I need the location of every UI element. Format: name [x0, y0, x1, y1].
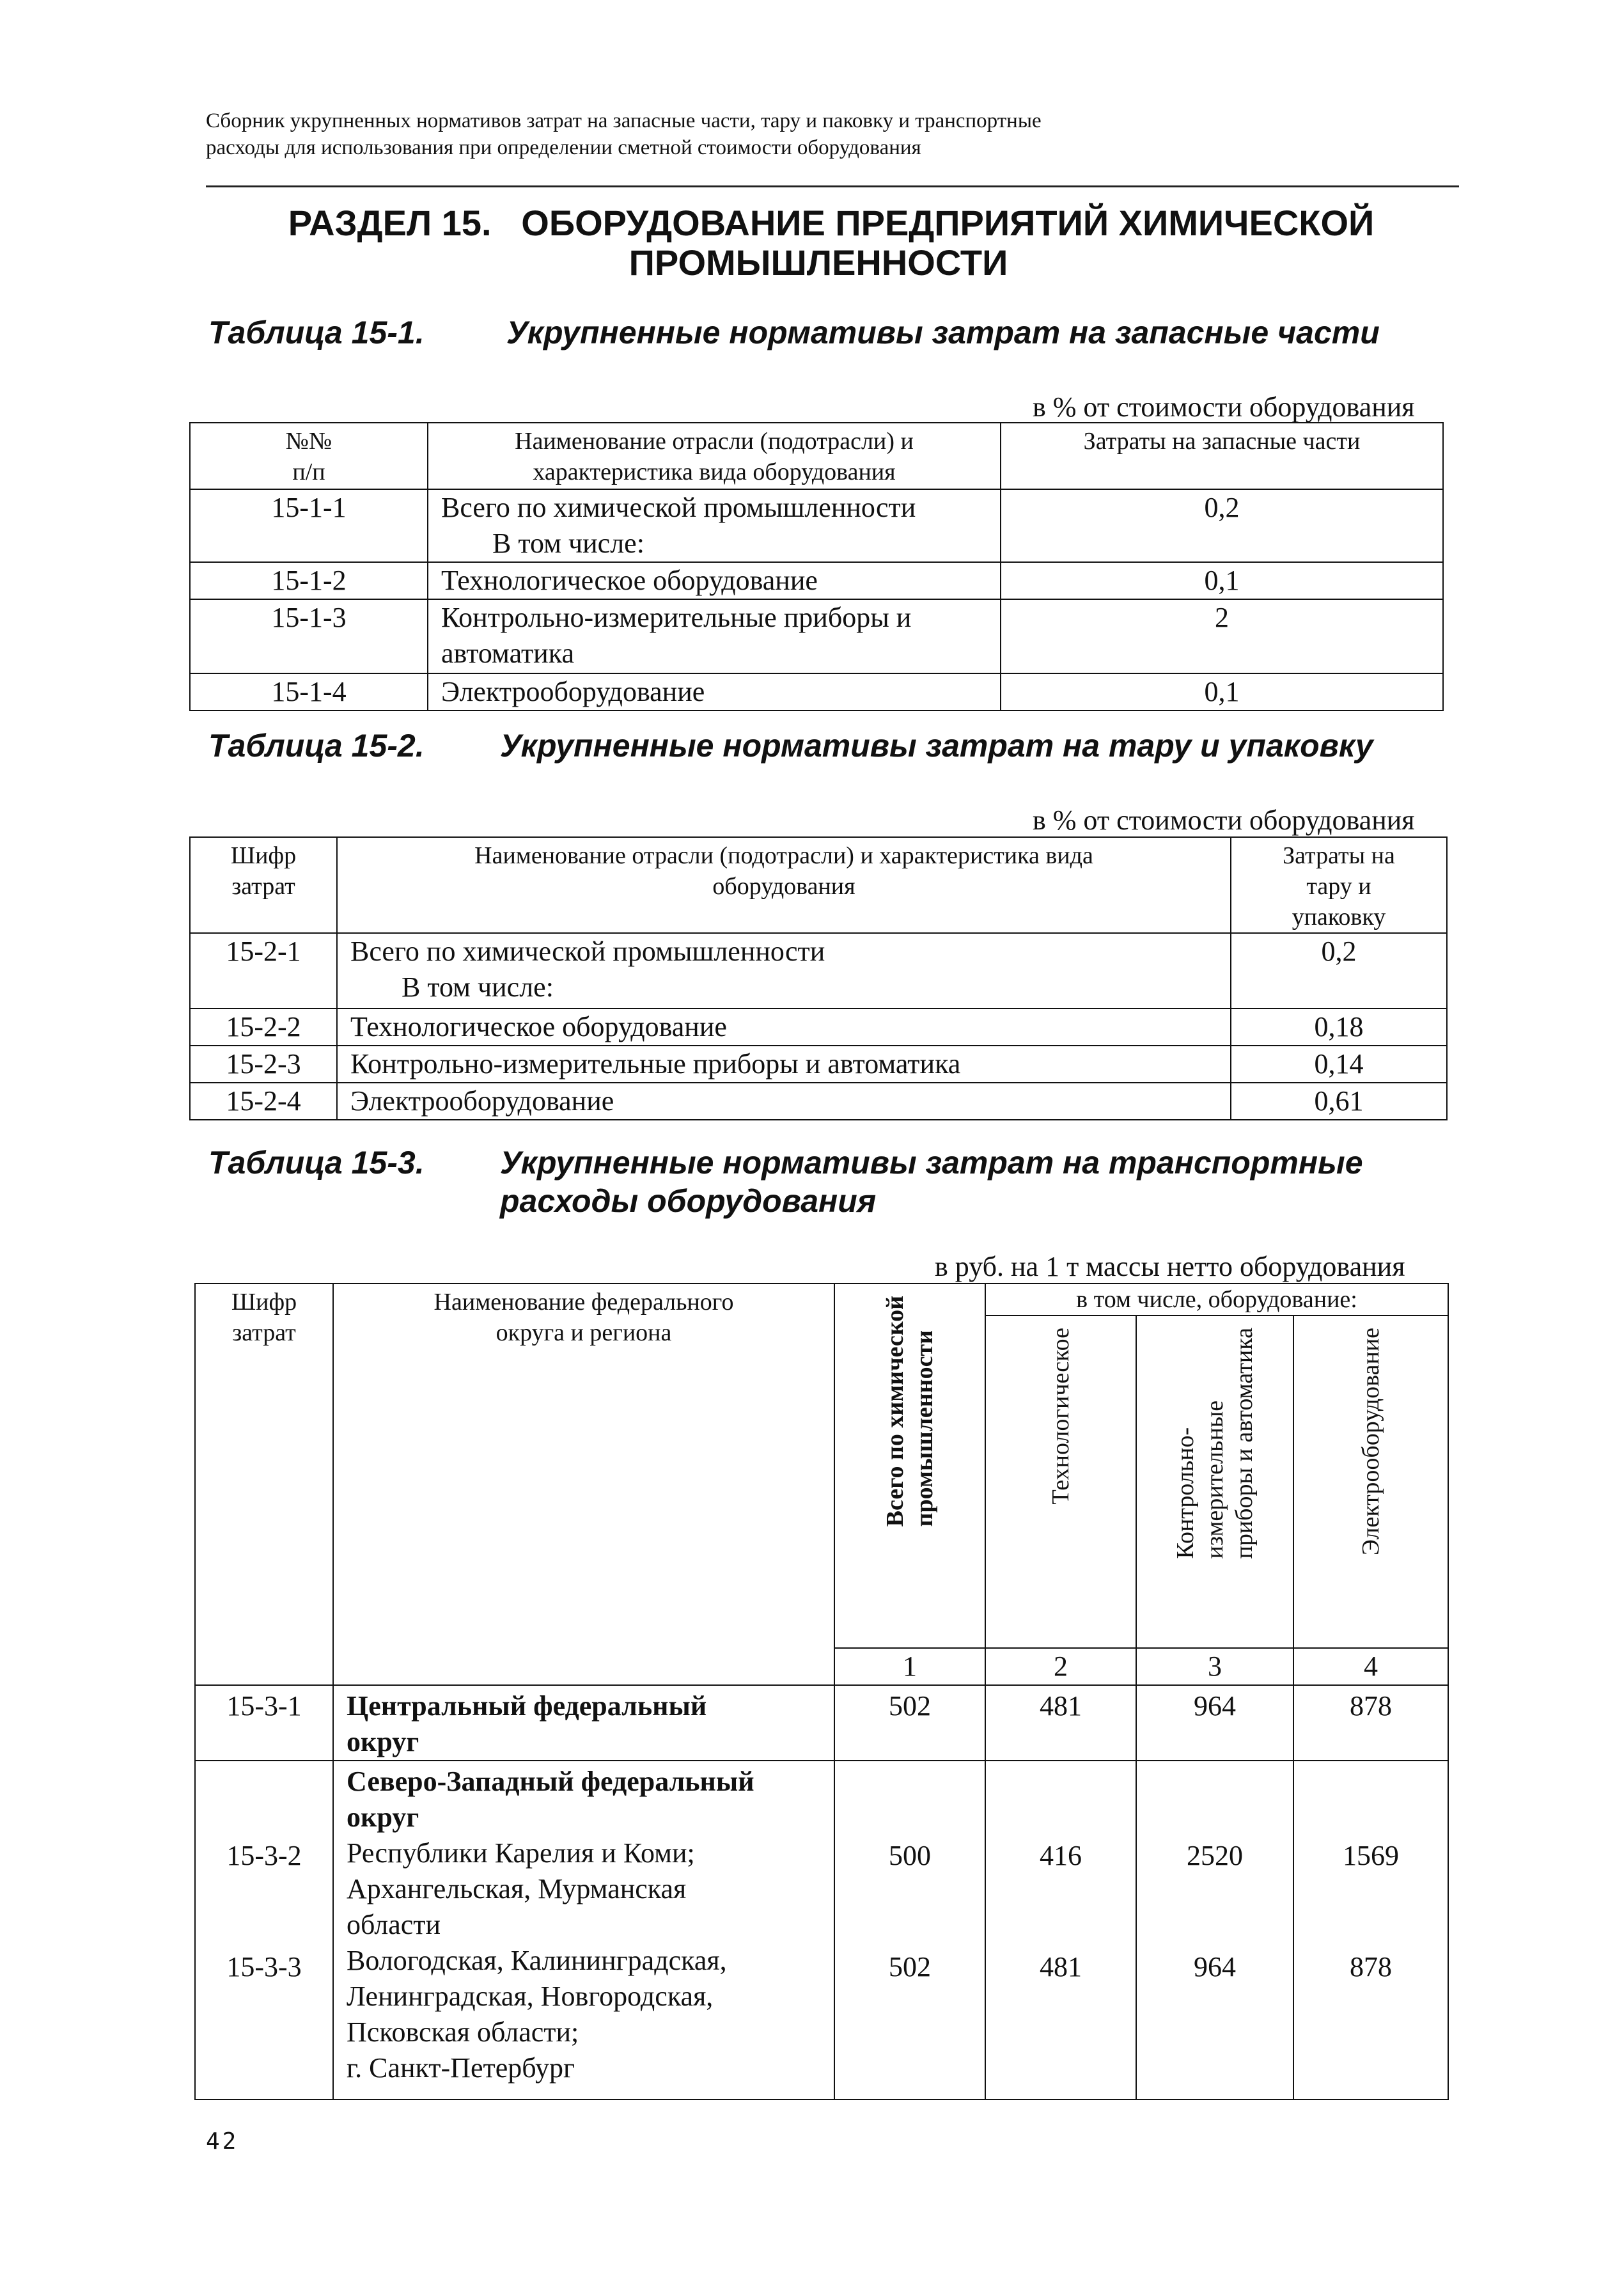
table3-header-name	[333, 1284, 834, 1685]
row-value: 2520	[1187, 1840, 1243, 1871]
row-value: 0,14	[1231, 1046, 1447, 1083]
row-code: 15-2-1	[190, 933, 337, 1009]
table3-header-code-1: Шифр	[231, 1289, 297, 1315]
row-value: 2	[1001, 599, 1443, 673]
table-row	[190, 1083, 1447, 1120]
row-name	[428, 489, 1001, 562]
table-row	[190, 1046, 1447, 1083]
table1-header-num-1: №№	[285, 428, 332, 455]
table2-header-name	[337, 837, 1231, 933]
row-code: 15-3-2	[226, 1840, 302, 1871]
table1-label: Таблица 15-1.	[208, 315, 425, 350]
table3-header-col4-text: Электрооборудование	[1357, 1328, 1384, 1556]
col-number-4: 4	[1293, 1648, 1448, 1685]
col-number-2: 2	[985, 1648, 1136, 1685]
table-row	[195, 1685, 1448, 1761]
row-code: 15-2-4	[190, 1083, 337, 1120]
table2-header-cost-3: упаковку	[1292, 904, 1386, 930]
section-title-line-2: ПРОМЫШЛЕННОСТИ	[629, 242, 1008, 283]
row-name-line-1: Центральный федеральный	[347, 1690, 707, 1722]
row-value-2: 481	[985, 1685, 1136, 1761]
row-code: 15-2-3	[190, 1046, 337, 1083]
header-line-2: расходы для использования при определении сметной стоимости оборудования	[206, 136, 921, 159]
table-row	[190, 562, 1443, 599]
row-values-4	[1293, 1761, 1448, 2100]
table3-header-col3	[1136, 1315, 1293, 1648]
page-number: 42	[206, 2128, 239, 2155]
row-value: 0,2	[1001, 489, 1443, 562]
row-name: Электрооборудование	[428, 673, 1001, 711]
row-name: Технологическое оборудование	[337, 1009, 1231, 1046]
table3-header-row-1	[195, 1284, 1448, 1315]
row-name: Технологическое оборудование	[428, 562, 1001, 599]
row-values-1	[834, 1761, 985, 2100]
row-value: 500	[889, 1840, 931, 1871]
table-row	[190, 933, 1447, 1009]
row-names	[333, 1761, 834, 2100]
row-name-text: Всего по химической промышленности	[441, 492, 916, 523]
row-value-1: 502	[834, 1685, 985, 1761]
table3-header-name-2: округа и региона	[496, 1319, 672, 1346]
region-name-line: Ленинградская, Новгородская,	[347, 1981, 714, 2012]
table3-header-code	[195, 1284, 333, 1685]
table1-header-cost: Затраты на запасные части	[1001, 423, 1443, 489]
table3-header-name-1: Наименование федерального	[433, 1289, 734, 1315]
district-name-line-1: Северо-Западный федеральный	[347, 1766, 754, 1797]
table-row	[190, 599, 1443, 673]
row-value: 0,18	[1231, 1009, 1447, 1046]
row-code: 15-3-3	[226, 1951, 302, 1982]
table1-title: Укрупненные нормативы затрат на запасные части	[506, 315, 1380, 350]
table3-header-col2	[985, 1315, 1136, 1648]
table3-header-code-2: затрат	[232, 1319, 296, 1346]
table2	[189, 836, 1448, 1120]
row-code: 15-2-2	[190, 1009, 337, 1046]
table-row	[190, 1009, 1447, 1046]
row-name-text: Контрольно-измерительные приборы и	[441, 602, 912, 633]
row-name	[333, 1685, 834, 1761]
header-line-1: Сборник укрупненных нормативов затрат на запасные части, тару и паковку и транспортные	[206, 109, 1042, 132]
table2-header-cost-1: Затраты на	[1283, 842, 1395, 869]
row-name	[428, 599, 1001, 673]
table1-header-name	[428, 423, 1001, 489]
row-code: 15-1-4	[190, 673, 428, 711]
table-row	[190, 489, 1443, 562]
row-code: 15-3-1	[195, 1685, 333, 1761]
row-codes	[195, 1761, 333, 2100]
row-name	[337, 933, 1231, 1009]
row-value: 0,2	[1231, 933, 1447, 1009]
table3-header-col1-text: Всего по химической промышленности	[882, 1296, 938, 1527]
col-number-1: 1	[834, 1648, 985, 1685]
table2-unit: в % от стоимости оборудования	[1033, 805, 1415, 836]
region-name-line: Вологодская, Калининградская,	[347, 1945, 727, 1976]
table3-header-col4	[1293, 1315, 1448, 1648]
region-name-line: Республики Карелия и Коми;	[347, 1837, 695, 1869]
table3-header-col1	[834, 1284, 985, 1648]
row-value: 1569	[1343, 1840, 1399, 1871]
table2-title: Укрупненные нормативы затрат на тару и упаковку	[500, 728, 1373, 764]
row-sub-text: В том числе:	[402, 971, 554, 1003]
table2-header-code	[190, 837, 337, 933]
row-values-2	[985, 1761, 1136, 2100]
table3-header-col3-text: Контрольно- измерительные приборы и автоматика	[1172, 1328, 1258, 1559]
table1-header-row	[190, 423, 1443, 489]
table2-header-name-1: Наименование отрасли (подотрасли) и характеристика вида	[474, 842, 1093, 869]
row-code: 15-1-3	[190, 599, 428, 673]
row-value: 416	[1040, 1840, 1082, 1871]
row-value: 481	[1040, 1951, 1082, 1982]
table1-header-name-2: характеристика вида оборудования	[533, 459, 896, 485]
region-name-line: Псковская области;	[347, 2016, 579, 2048]
running-header	[206, 107, 1485, 161]
region-name-line: Архангельская, Мурманская	[347, 1873, 687, 1904]
row-name: Контрольно-измерительные приборы и автоматика	[337, 1046, 1231, 1083]
table2-header-row	[190, 837, 1447, 933]
row-value-3: 964	[1136, 1685, 1293, 1761]
table3-label: Таблица 15-3.	[208, 1145, 425, 1181]
table3	[194, 1283, 1449, 2100]
table-row-group	[195, 1761, 1448, 2100]
district-name-line-2: округ	[347, 1802, 419, 1833]
table1-header-name-1: Наименование отрасли (подотрасли) и	[515, 428, 914, 455]
region-name-line: г. Санкт-Петербург	[347, 2052, 575, 2084]
row-value: 0,1	[1001, 673, 1443, 711]
row-sub-text: В том числе:	[492, 528, 644, 559]
table2-header-code-2: затрат	[231, 873, 295, 900]
table3-title-1: Укрупненные нормативы затрат на транспортные	[500, 1145, 1363, 1181]
table2-header-cost	[1231, 837, 1447, 933]
table1-header-num	[190, 423, 428, 489]
table3-header-col2-text: Технологическое	[1047, 1328, 1074, 1505]
table2-header-code-1: Шифр	[230, 842, 297, 869]
table3-unit: в руб. на 1 т массы нетто оборудования	[935, 1251, 1405, 1282]
table1-unit: в % от стоимости оборудования	[1033, 391, 1415, 423]
table2-header-name-2: оборудования	[712, 873, 855, 900]
row-value-4: 878	[1293, 1685, 1448, 1761]
table3-header-group: в том числе, оборудование:	[985, 1284, 1448, 1315]
section-title	[192, 203, 1445, 283]
row-name-text-2: автоматика	[441, 638, 574, 669]
table1	[189, 422, 1444, 711]
row-value: 964	[1194, 1951, 1236, 1982]
row-name: Электрооборудование	[337, 1083, 1231, 1120]
table1-header-num-2: п/п	[292, 459, 325, 485]
row-value: 0,61	[1231, 1083, 1447, 1120]
table2-header-cost-2: тару и	[1306, 873, 1371, 900]
row-code: 15-1-2	[190, 562, 428, 599]
section-title-line-1: РАЗДЕЛ 15. ОБОРУДОВАНИЕ ПРЕДПРИЯТИЙ ХИМИЧЕСКОЙ	[288, 203, 1375, 243]
row-value: 878	[1350, 1951, 1392, 1982]
row-name-line-2: округ	[347, 1726, 419, 1757]
header-rule	[206, 185, 1459, 187]
row-code: 15-1-1	[190, 489, 428, 562]
table3-title-2: расходы оборудования	[500, 1183, 877, 1219]
row-name-text: Всего по химической промышленности	[350, 936, 825, 967]
col-number-3: 3	[1136, 1648, 1293, 1685]
row-value: 0,1	[1001, 562, 1443, 599]
row-value: 502	[889, 1951, 931, 1982]
table-row	[190, 673, 1443, 711]
row-values-3	[1136, 1761, 1293, 2100]
table2-label: Таблица 15-2.	[208, 728, 425, 764]
region-name-line: области	[347, 1909, 441, 1940]
